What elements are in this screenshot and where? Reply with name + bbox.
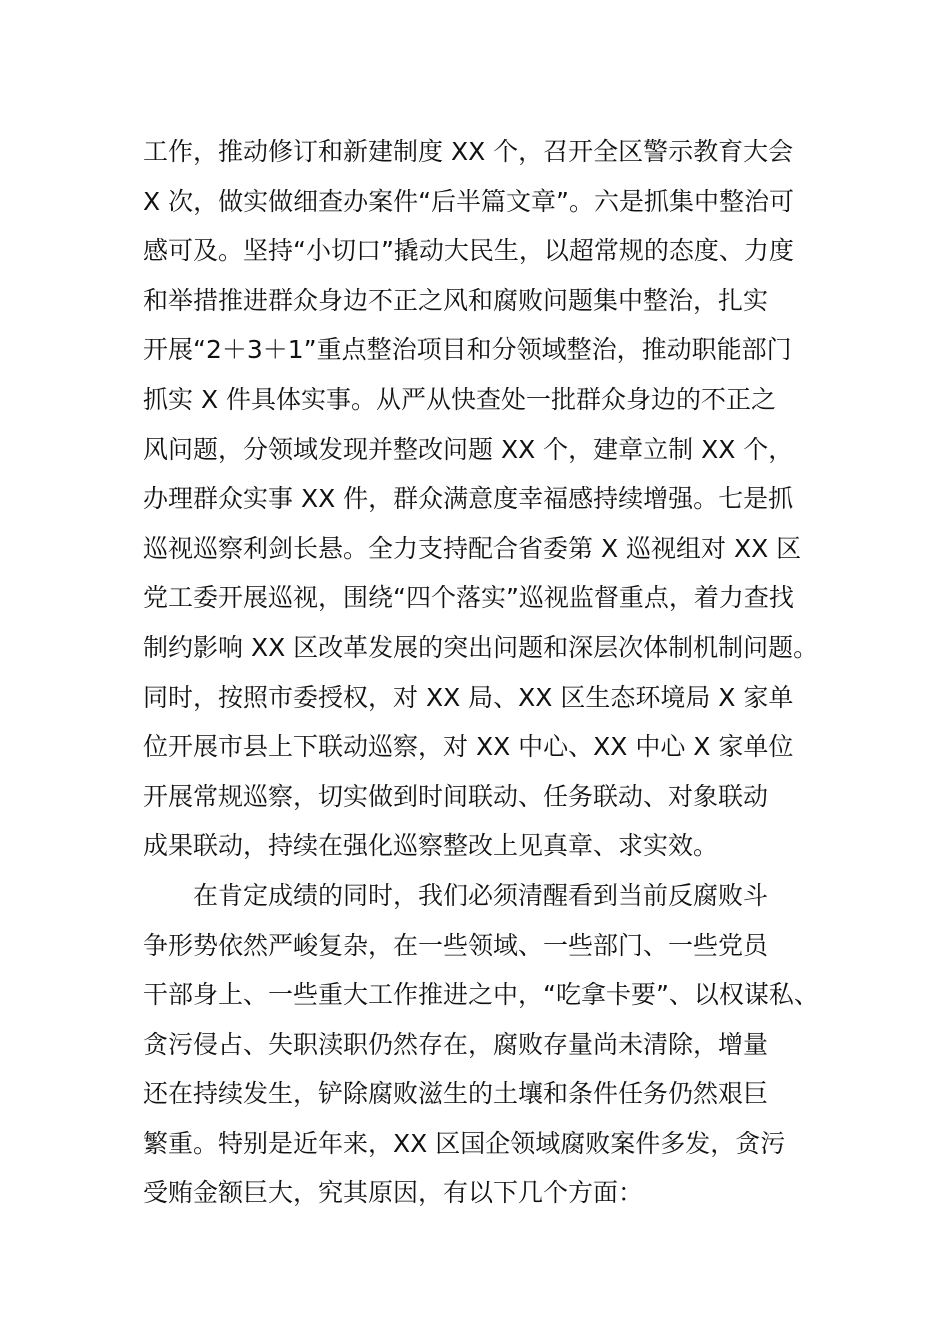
text-line: 开展常规巡察，切实做到时间联动、任务联动、对象联动 (143, 781, 769, 811)
text-line: 风问题，分领域发现并整改问题 XX 个，建章立制 XX 个， (143, 434, 794, 464)
text-line: 还在持续发生，铲除腐败滋生的土壤和条件任务仍然艰巨 (143, 1079, 769, 1109)
text-line: 办理群众实事 XX 件，群众满意度幸福感持续增强。七是抓 (143, 484, 794, 514)
text-line: 受贿金额巨大，究其原因，有以下几个方面： (143, 1178, 644, 1208)
text-line: X 次，做实做细查办案件“后半篇文章”。六是抓集中整治可 (143, 186, 794, 216)
text-line: 争形势依然严峻复杂，在一些领域、一些部门、一些党员 (143, 930, 769, 960)
document-body (143, 127, 823, 1218)
text-line: 抓实 X 件具体实事。从严从快查处一批群众身边的不正之 (143, 384, 777, 414)
text-line: 贪污侵占、失职渎职仍然存在，腐败存量尚未清除，增量 (143, 1029, 769, 1059)
text-line: 巡视巡察利剑长悬。全力支持配合省委第 X 巡视组对 XX 区 (143, 533, 802, 563)
text-line: 和举措推进群众身边不正之风和腐败问题集中整治，扎实 (143, 285, 769, 315)
text-line: 成果联动，持续在强化巡察整改上见真章、求实效。 (143, 831, 719, 861)
text-line: 干部身上、一些重大工作推进之中，“吃拿卡要”、以权谋私、 (143, 980, 819, 1010)
text-line: 开展“2＋3＋1”重点整治项目和分领域整治，推动职能部门 (143, 335, 792, 365)
paragraph-first-line: 在肯定成绩的同时，我们必须清醒看到当前反腐败斗 (193, 880, 769, 910)
text-line: 感可及。坚持“小切口”撬动大民生，以超常规的态度、力度 (143, 236, 794, 266)
text-line: 位开展市县上下联动巡察，对 XX 中心、XX 中心 X 家单位 (143, 732, 794, 762)
text-line: 繁重。特别是近年来，XX 区国企领域腐败案件多发，贪污 (143, 1128, 786, 1158)
text-line: 工作，推动修订和新建制度 XX 个，召开全区警示教育大会 (143, 137, 794, 166)
text-line: 同时，按照市委授权，对 XX 局、XX 区生态环境局 X 家单 (143, 682, 794, 712)
text-line: 党工委开展巡视，围绕“四个落实”巡视监督重点，着力查找 (143, 583, 794, 613)
text-line: 制约影响 XX 区改革发展的突出问题和深层次体制机制问题。 (143, 632, 819, 662)
